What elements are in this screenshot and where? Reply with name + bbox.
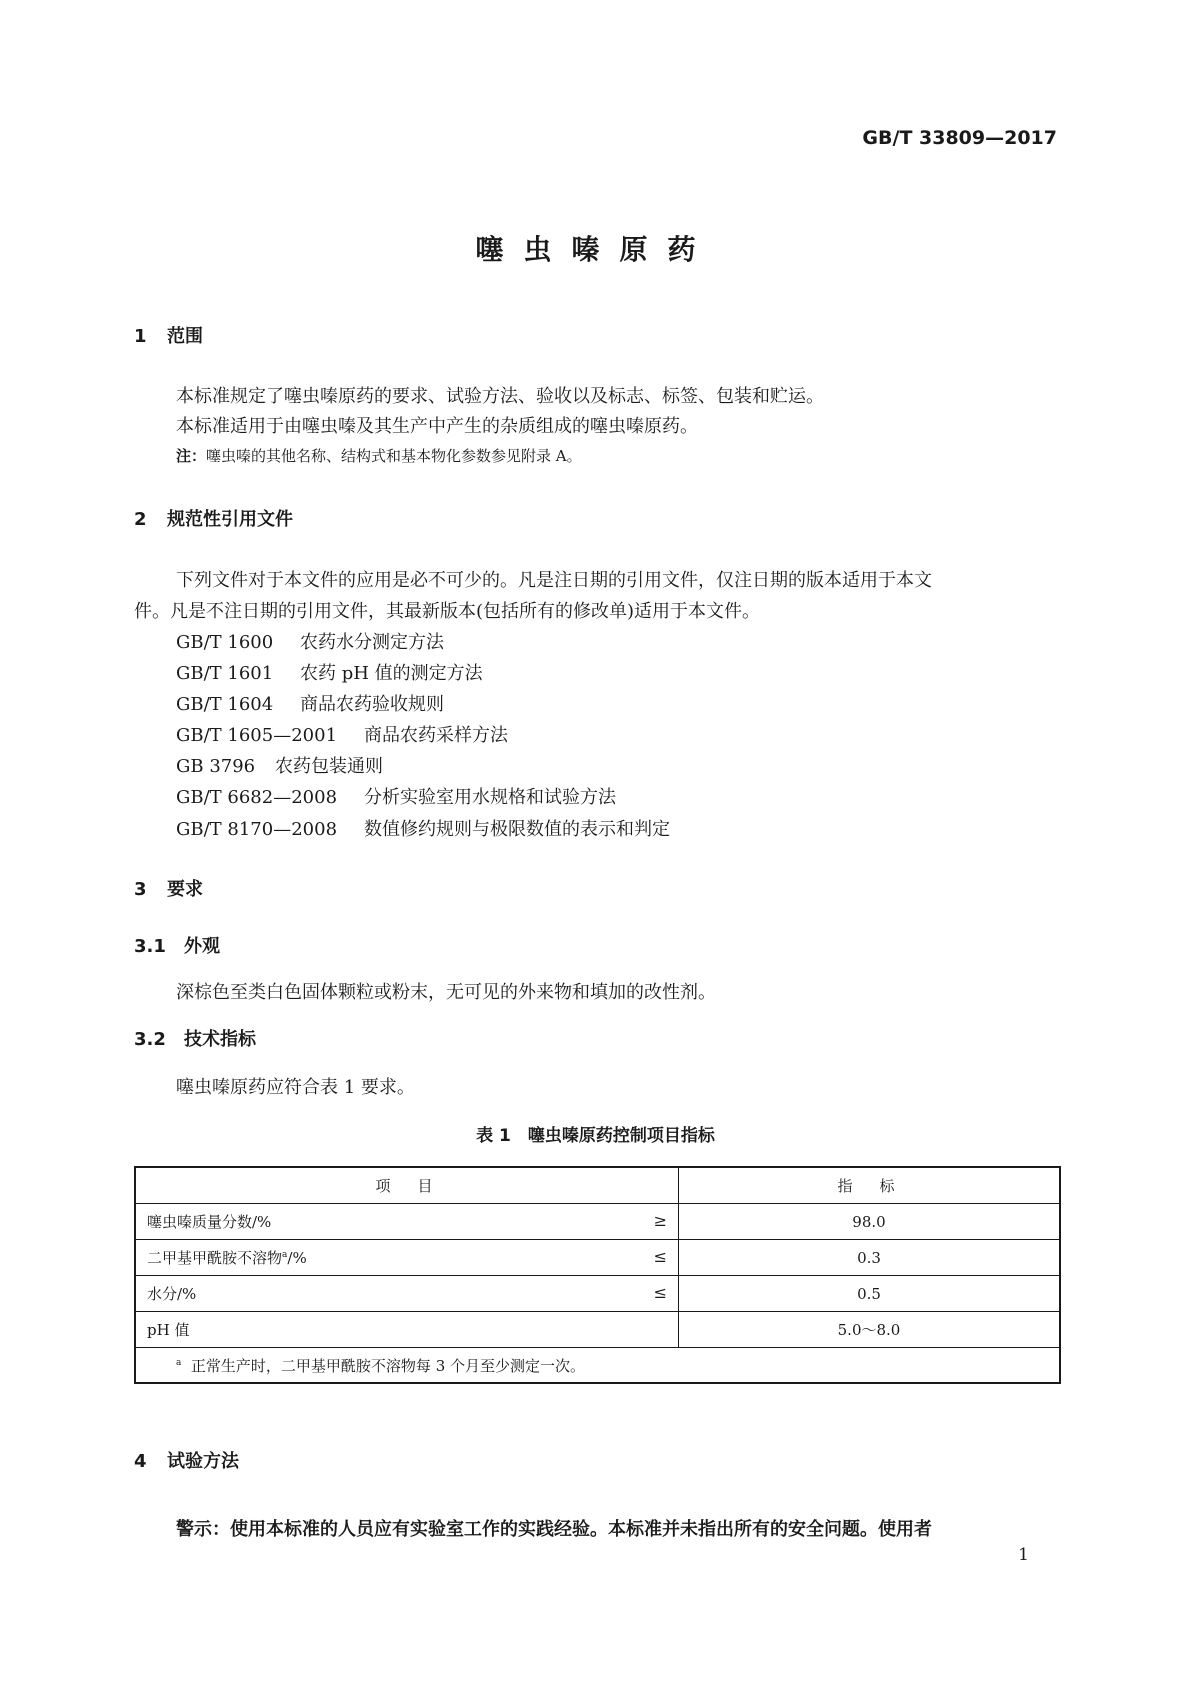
reference-code: GB/T 1604	[176, 694, 274, 715]
reference-code: GB/T 1601	[176, 663, 274, 684]
item-name: 噻虫嗪质量分数/%	[147, 1213, 272, 1231]
footnote-text: 正常生产时，二甲基甲酰胺不溶物每 3 个月至少测定一次。	[190, 1356, 586, 1375]
reference-code: GB/T 8170—2008	[176, 819, 338, 840]
reference-code: GB/T 1605—2001	[176, 725, 338, 746]
paragraph: 本标准规定了噻虫嗪原药的要求、试验方法、验收以及标志、标签、包装和贮运。	[176, 386, 824, 407]
table-cell-item	[135, 1204, 679, 1240]
comparison-sign: ≤	[653, 1247, 667, 1266]
footnote-ref: a	[282, 1250, 288, 1260]
reference-item	[176, 690, 444, 716]
reference-title: 数值修约规则与极限数值的表示和判定	[364, 819, 670, 840]
section-number: 3.1	[134, 936, 166, 957]
section-1-heading	[134, 322, 203, 348]
table-cell-value: 98.0	[679, 1204, 1061, 1240]
table-cell-item	[135, 1276, 679, 1312]
table-cell-value: 0.3	[679, 1240, 1061, 1276]
section-title: 规范性引用文件	[167, 509, 293, 530]
note-label: 注：	[176, 447, 207, 465]
comparison-sign: ≥	[653, 1211, 667, 1230]
reference-title: 农药水分测定方法	[300, 632, 444, 653]
section-3-heading	[134, 875, 203, 901]
table-cell-value: 5.0～8.0	[679, 1312, 1061, 1348]
document-title: 噻虫嗪原药	[475, 233, 716, 266]
table-cell-item	[135, 1312, 679, 1348]
section-title: 范围	[167, 326, 203, 347]
spec-table	[134, 1166, 1061, 1384]
page-number: 1	[1018, 1545, 1029, 1565]
section-title: 外观	[184, 936, 220, 957]
item-name: 二甲基甲酰胺不溶物	[147, 1249, 283, 1267]
reference-title: 农药 pH 值的测定方法	[300, 663, 483, 684]
paragraph: 下列文件对于本文件的应用是必不可少的。凡是注日期的引用文件，仅注日期的版本适用于本文	[176, 570, 932, 591]
item-name: pH 值	[147, 1321, 190, 1339]
section-number: 1	[134, 326, 147, 347]
reference-item	[176, 815, 670, 841]
section-title: 试验方法	[167, 1451, 239, 1472]
table-cell-value: 0.5	[679, 1276, 1061, 1312]
reference-item	[176, 783, 616, 809]
section-4-heading	[134, 1447, 239, 1473]
table-row	[135, 1312, 1060, 1348]
reference-item	[176, 752, 383, 778]
reference-title: 分析实验室用水规格和试验方法	[364, 787, 616, 808]
paragraph: 本标准适用于由噻虫嗪及其生产中产生的杂质组成的噻虫嗪原药。	[176, 416, 698, 437]
comparison-sign: ≤	[653, 1283, 667, 1302]
reference-item	[176, 721, 508, 747]
reference-code: GB/T 1600	[176, 632, 274, 653]
warning-text: 警示：使用本标准的人员应有实验室工作的实践经验。本标准并未指出所有的安全问题。使用者	[176, 1519, 932, 1540]
section-2-heading	[134, 505, 293, 531]
footnote-mark: a	[176, 1357, 182, 1368]
item-name: 水分/%	[147, 1285, 197, 1303]
reference-item	[176, 659, 483, 685]
column-header-item: 项 目	[135, 1167, 679, 1204]
section-number: 3	[134, 879, 147, 900]
note	[176, 445, 582, 466]
paragraph: 噻虫嗪原药应符合表 1 要求。	[176, 1077, 415, 1098]
reference-title: 商品农药采样方法	[364, 725, 508, 746]
section-number: 4	[134, 1451, 147, 1472]
table-row	[135, 1276, 1060, 1312]
table-footnote	[135, 1348, 1060, 1384]
table-row	[135, 1240, 1060, 1276]
reference-title: 商品农药验收规则	[300, 694, 444, 715]
standard-id: GB/T 33809—2017	[862, 127, 1057, 149]
section-3-1-heading	[134, 932, 220, 958]
table-header-row	[135, 1167, 1060, 1204]
section-number: 2	[134, 509, 147, 530]
table-row	[135, 1204, 1060, 1240]
item-unit: /%	[287, 1249, 307, 1267]
section-title: 技术指标	[184, 1029, 256, 1050]
reference-code: GB/T 6682—2008	[176, 787, 338, 808]
section-3-2-heading	[134, 1025, 256, 1051]
section-number: 3.2	[134, 1029, 166, 1050]
table-footnote-row	[135, 1348, 1060, 1384]
paragraph: 深棕色至类白色固体颗粒或粉末，无可见的外来物和填加的改性剂。	[176, 982, 716, 1003]
note-text: 噻虫嗪的其他名称、结构式和基本物化参数参见附录 A。	[206, 447, 582, 465]
column-header-value: 指 标	[679, 1167, 1061, 1204]
reference-code: GB 3796	[176, 756, 256, 777]
table-caption: 表 1 噻虫嗪原药控制项目指标	[476, 1126, 715, 1146]
reference-item	[176, 628, 444, 654]
paragraph: 件。凡是不注日期的引用文件，其最新版本(包括所有的修改单)适用于本文件。	[134, 601, 761, 622]
reference-title: 农药包装通则	[275, 756, 383, 777]
table-cell-item	[135, 1240, 679, 1276]
section-title: 要求	[167, 879, 203, 900]
